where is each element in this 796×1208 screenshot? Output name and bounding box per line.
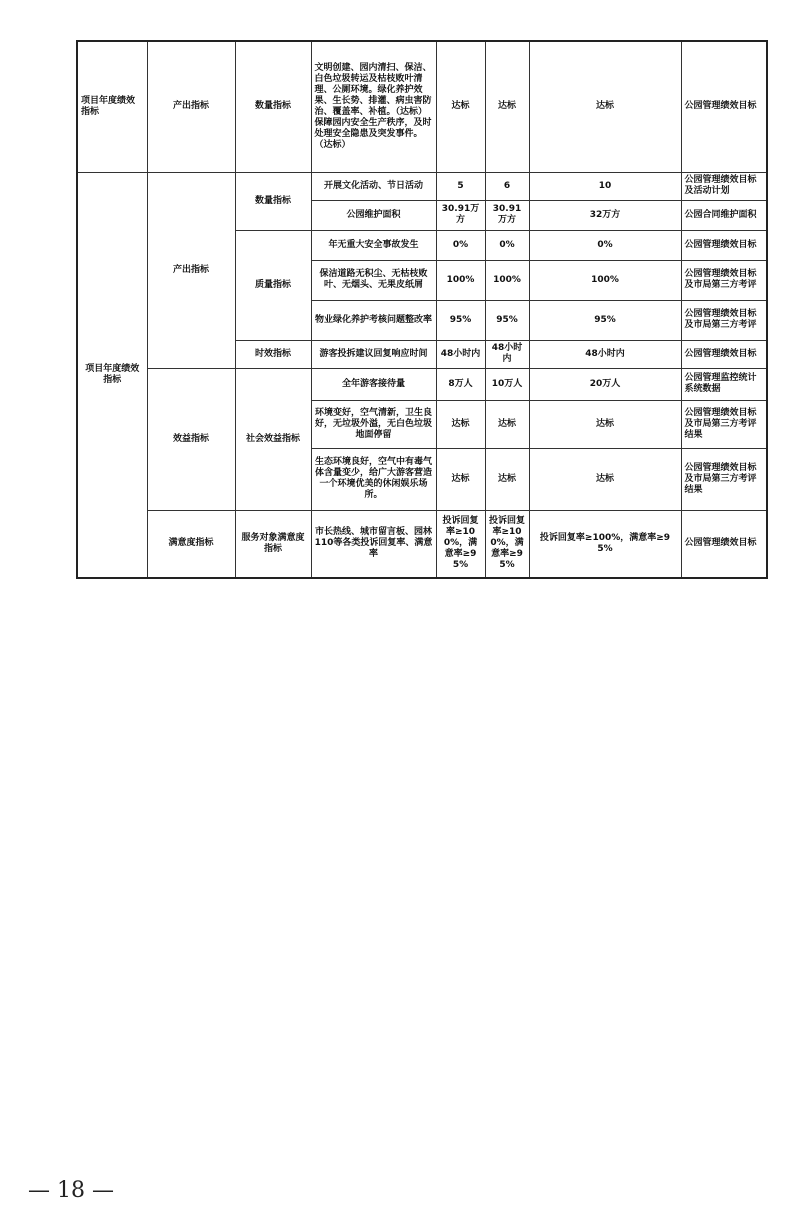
performance-table <box>76 40 768 579</box>
table-row <box>77 510 767 578</box>
value-cell: 达标 <box>529 41 681 172</box>
indicator-name-cell: 年无重大安全事故发生 <box>311 230 436 260</box>
indicator-level2-cell: 产出指标 <box>147 172 235 368</box>
page-number: — 18 — <box>28 1178 114 1203</box>
value-cell: 48小时内 <box>485 340 529 368</box>
indicator-name-cell: 开展文化活动、节日活动 <box>311 172 436 200</box>
value-cell: 6 <box>485 172 529 200</box>
indicator-name-cell: 物业绿化养护考核问题整改率 <box>311 300 436 340</box>
indicator-name-cell: 游客投拆建议回复响应时间 <box>311 340 436 368</box>
value-cell: 达标 <box>529 448 681 510</box>
source-cell: 公园管理绩效目标及市局第三方考评 <box>681 260 767 300</box>
value-cell: 100% <box>485 260 529 300</box>
indicator-level2-cell: 产出指标 <box>147 41 235 172</box>
value-cell: 100% <box>529 260 681 300</box>
source-cell: 公园管理绩效目标及市局第三方考评 <box>681 300 767 340</box>
value-cell: 10 <box>529 172 681 200</box>
indicator-level2-cell: 效益指标 <box>147 368 235 510</box>
indicator-name-cell: 公园维护面积 <box>311 200 436 230</box>
value-cell: 100% <box>436 260 485 300</box>
value-cell: 0% <box>436 230 485 260</box>
indicator-level3-cell: 数量指标 <box>235 172 311 230</box>
indicator-level2-cell: 满意度指标 <box>147 510 235 578</box>
source-cell: 公园管理绩效目标 <box>681 510 767 578</box>
source-cell: 公园管理监控统计系统数据 <box>681 368 767 400</box>
indicator-name-cell: 全年游客接待量 <box>311 368 436 400</box>
indicator-level3-cell: 数量指标 <box>235 41 311 172</box>
indicator-name-cell: 文明创建、园内清扫、保洁、白色垃圾转运及枯枝败叶清理、公厕环境。绿化养护效果、生长势、排灌、病虫害防治、覆盖率、补植。（达标）保障园内安全生产秩序，及时处理安全隐患及突发事件。（达标） <box>311 41 436 172</box>
indicator-name-cell: 市长热线、城市留言板、园林110等各类投诉回复率、满意率 <box>311 510 436 578</box>
indicator-level3-cell: 社会效益指标 <box>235 368 311 510</box>
value-cell: 投诉回复率≥100%，满意率≥95% <box>529 510 681 578</box>
table-row <box>77 41 767 172</box>
value-cell: 10万人 <box>485 368 529 400</box>
indicator-level3-cell: 服务对象满意度指标 <box>235 510 311 578</box>
value-cell: 30.91万方 <box>485 200 529 230</box>
source-cell: 公园管理绩效目标及市局第三方考评结果 <box>681 448 767 510</box>
source-cell: 公园管理绩效目标及市局第三方考评结果 <box>681 400 767 448</box>
source-cell: 公园合同维护面积 <box>681 200 767 230</box>
value-cell: 95% <box>529 300 681 340</box>
source-cell: 公园管理绩效目标及活动计划 <box>681 172 767 200</box>
value-cell: 95% <box>485 300 529 340</box>
value-cell: 达标 <box>436 400 485 448</box>
value-cell: 5 <box>436 172 485 200</box>
value-cell: 投诉回复率≥100%，满意率≥95% <box>436 510 485 578</box>
value-cell: 达标 <box>436 448 485 510</box>
indicator-level3-cell: 质量指标 <box>235 230 311 340</box>
table-row <box>77 368 767 400</box>
value-cell: 达标 <box>485 448 529 510</box>
value-cell: 20万人 <box>529 368 681 400</box>
value-cell: 达标 <box>529 400 681 448</box>
value-cell: 投诉回复率≥100%，满意率≥95% <box>485 510 529 578</box>
table-row <box>77 172 767 200</box>
indicator-name-cell: 环境变好，空气清新，卫生良好，无垃圾外溢，无白色垃圾地面停留 <box>311 400 436 448</box>
value-cell: 30.91万方 <box>436 200 485 230</box>
value-cell: 48小时内 <box>529 340 681 368</box>
value-cell: 48小时内 <box>436 340 485 368</box>
value-cell: 8万人 <box>436 368 485 400</box>
source-cell: 公园管理绩效目标 <box>681 230 767 260</box>
indicator-level1-cell: 项目年度绩效指标 <box>77 172 147 578</box>
indicator-name-cell: 生态环境良好，空气中有毒气体含量变少，给广大游客营造一个环境优美的休闲娱乐场所。 <box>311 448 436 510</box>
value-cell: 32万方 <box>529 200 681 230</box>
source-cell: 公园管理绩效目标 <box>681 340 767 368</box>
indicator-level3-cell: 时效指标 <box>235 340 311 368</box>
value-cell: 0% <box>529 230 681 260</box>
value-cell: 达标 <box>485 400 529 448</box>
indicator-level1-cell: 项目年度绩效指标 <box>77 41 147 172</box>
value-cell: 0% <box>485 230 529 260</box>
value-cell: 95% <box>436 300 485 340</box>
value-cell: 达标 <box>485 41 529 172</box>
source-cell: 公园管理绩效目标 <box>681 41 767 172</box>
indicator-name-cell: 保洁道路无积尘、无枯枝败叶、无烟头、无果皮纸屑 <box>311 260 436 300</box>
value-cell: 达标 <box>436 41 485 172</box>
